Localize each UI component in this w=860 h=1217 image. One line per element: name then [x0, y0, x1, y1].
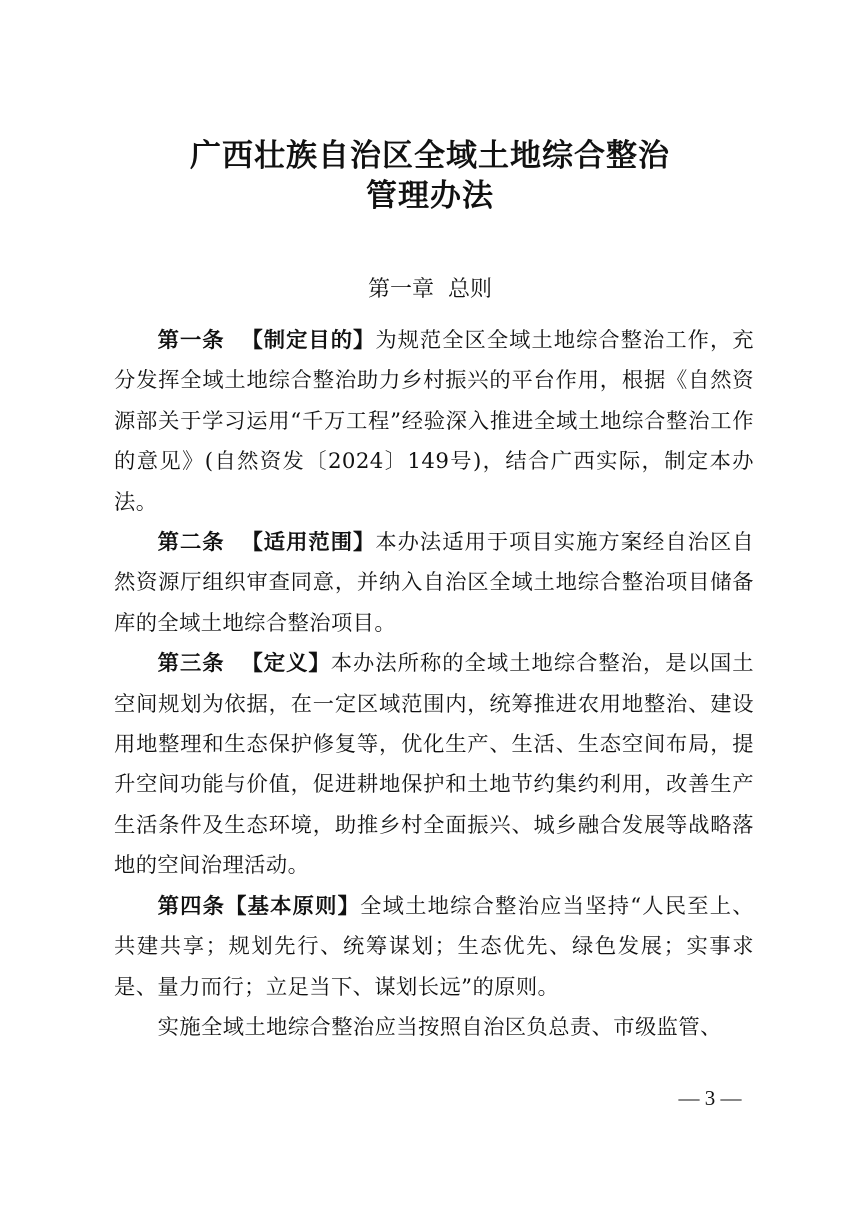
article-4-paragraph-2 — [114, 1008, 754, 1048]
article-2 — [114, 523, 754, 644]
article-1-lead: 第一条 【制定目的】 — [157, 328, 376, 353]
article-3-lead: 第三条 【定义】 — [157, 651, 331, 677]
article-3-text: 本办法所称的全域土地综合整治，是以国土空间规划为依据，在一定区域范围内，统筹推进农用地整治、建设用地整理和生态保护修复等，优化生产、生活、生态空间布局，提升空间功能与价值，促进耕地保护和土地节约集约利用，改善生产生活条件及生态环境，助推乡村全面振兴、城乡融合发展等战略落地的空间治理活动。 — [114, 651, 754, 879]
article-4 — [114, 887, 754, 1008]
article-1-text: 为规范全区全域土地综合整治工作，充分发挥全域土地综合整治助力乡村振兴的平台作用，根据《自然资源部关于学习运用“千万工程”经验深入推进全域土地综合整治工作的意见》(自然资发〔2024〕149号)，结合广西实际，制定本办法。 — [114, 328, 754, 515]
article-4-lead: 第四条【基本原则】 — [157, 893, 361, 919]
article-2-text: 本办法适用于项目实施方案经自治区自然资源厅组织审查同意，并纳入自治区全域土地综合整治项目储备库的全域土地综合整治项目。 — [114, 530, 754, 636]
article-3 — [114, 644, 754, 886]
article-4-paragraph-2-text: 实施全域土地综合整治应当按照自治区负总责、市级监管、 — [157, 1014, 722, 1040]
article-4-text: 全域土地综合整治应当坚持“人民至上、共建共享；规划先行、统筹谋划；生态优先、绿色发展；实事求是、量力而行；立足当下、谋划长远”的原则。 — [114, 893, 754, 1000]
page-number: — 3 — — [678, 1086, 742, 1110]
article-2-lead: 第二条 【适用范围】 — [157, 530, 376, 556]
document-body — [114, 321, 754, 1048]
article-1 — [114, 321, 754, 523]
document-title-line-2: 管理办法 — [366, 178, 494, 214]
document-title-line-1: 广西壮族自治区全域土地综合整治 — [190, 138, 670, 174]
chapter-heading: 第一章 总则 — [368, 277, 492, 302]
